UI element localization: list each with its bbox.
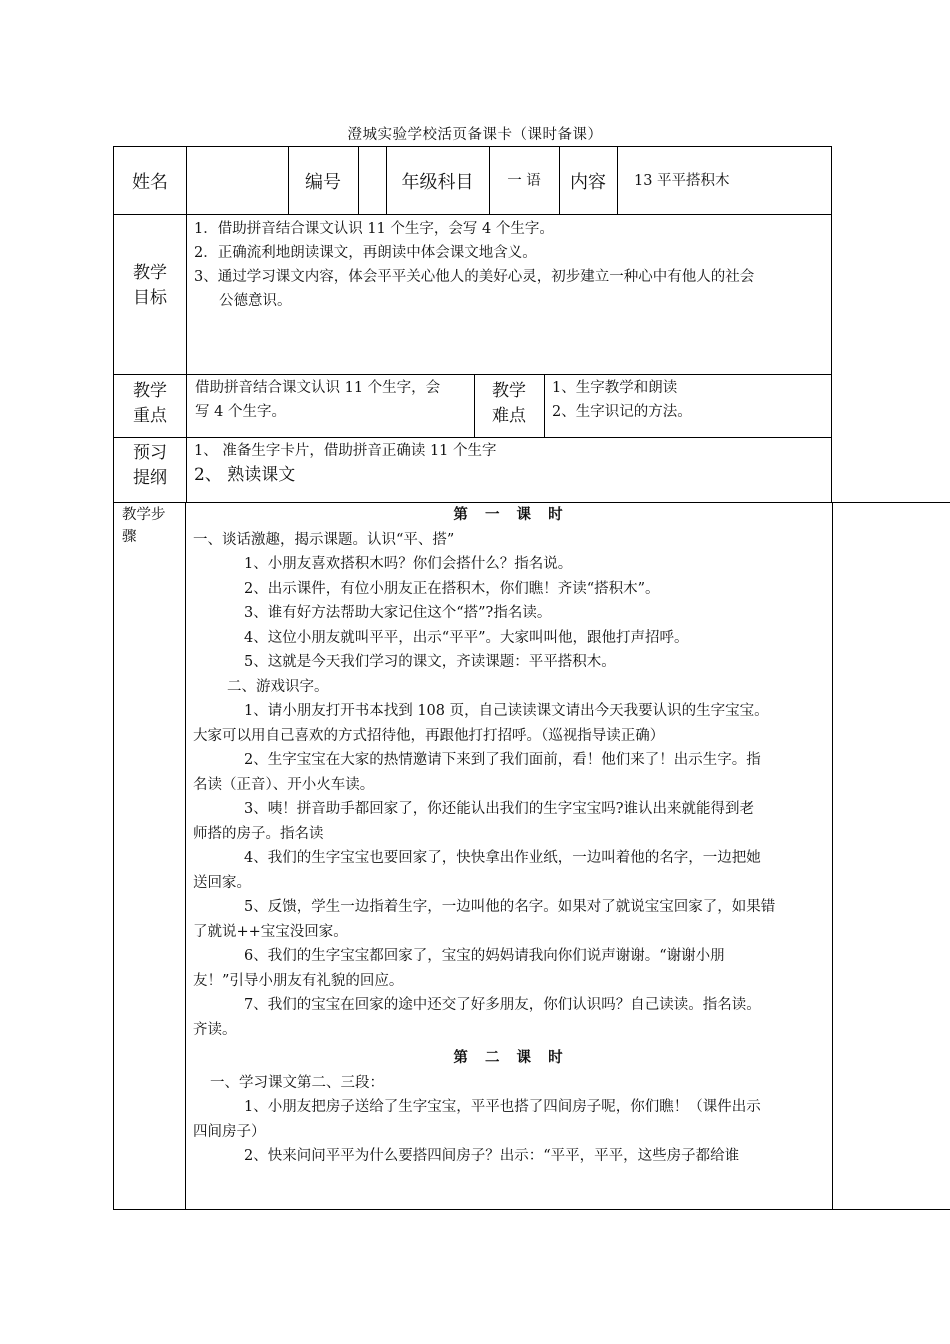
- number-label: 编号: [305, 171, 341, 193]
- difficulty-label-line-2: 难点: [492, 406, 526, 426]
- info-row: [113, 146, 832, 214]
- step-line: 5、反馈，学生一边指着生字，一边叫他的名字。如果对了就说宝宝回家了，如果错: [244, 899, 776, 915]
- preview-label-line-2: 提纲: [133, 468, 167, 488]
- steps-content: [193, 503, 829, 1169]
- goals-label: [114, 215, 186, 374]
- preview-item-2: 2、 熟读课文: [194, 465, 296, 485]
- difficulty-text: [552, 375, 822, 437]
- preview-row: [113, 437, 832, 502]
- preview-label: [114, 438, 186, 502]
- lesson-1-body: [193, 528, 829, 1043]
- step-line: 送回家。: [193, 874, 251, 891]
- grade-value: 一 语: [507, 172, 541, 189]
- key-points-label-line-1: 教学: [133, 381, 167, 401]
- step-line: 1、小朋友喜欢搭积木吗？你们会搭什么？指名说。: [244, 556, 573, 572]
- content-label: 内容: [570, 171, 606, 193]
- grade-label: 年级科目: [401, 171, 474, 193]
- step-line: 四间房子）: [193, 1123, 266, 1140]
- step-line: 了就说++宝宝没回家。: [193, 923, 348, 940]
- preview-label-line-1: 预习: [133, 443, 167, 463]
- step-line: 5、这就是今天我们学习的课文，齐读课题：平平搭积木。: [244, 654, 616, 670]
- name-value: [186, 147, 288, 214]
- goal-item: 2．正确流利地朗读课文，再朗读中体会课文地含义。: [194, 245, 537, 261]
- content-value: 13 平平搭积木: [634, 172, 730, 189]
- name-label: 姓名: [132, 171, 168, 193]
- step-line: 3、谁有好方法帮助大家记住这个“搭”?指名读。: [244, 605, 552, 621]
- goals-label-line-1: 教学: [133, 263, 167, 283]
- key-points-row: [113, 374, 832, 437]
- goals-row: [113, 214, 832, 374]
- difficulty-label-line-1: 教学: [492, 381, 526, 401]
- step-line: 一、学习课文第二、三段：: [210, 1074, 384, 1091]
- number-value: [358, 147, 386, 214]
- step-line: 4、这位小朋友就叫平平，出示“平平”。大家叫叫他，跟他打声招呼。: [244, 629, 689, 646]
- steps-label: 教学步骤: [122, 507, 166, 545]
- step-line: 2、出示课件，有位小朋友正在搭积木，你们瞧！齐读“搭积木”。: [244, 580, 660, 597]
- difficulty-line-1: 1、生字教学和朗读: [552, 380, 678, 396]
- step-line: 名读（正音）、开小火车读。: [193, 776, 375, 793]
- difficulty-label: [474, 375, 544, 437]
- step-line: 友！”引导小朋友有礼貌的回应。: [193, 972, 404, 989]
- key-points-label-line-2: 重点: [133, 406, 167, 426]
- step-line: 3、咦！拼音助手都回家了，你还能认出我们的生字宝宝吗?谁认出来就能得到老: [244, 801, 754, 817]
- step-line: 7、我们的宝宝在回家的途中还交了好多朋友，你们认识吗？自己读读。指名读。: [244, 997, 761, 1013]
- goal-item: 3、通过学习课文内容，体会平平关心他人的美好心灵，初步建立一种心中有他人的社会: [194, 269, 755, 285]
- step-line: 4、我们的生字宝宝也要回家了，快快拿出作业纸，一边叫着他的名字，一边把她: [244, 850, 761, 866]
- key-points-text: [195, 375, 475, 437]
- goal-item: 1．借助拼音结合课文认识 11 个生字，会写 4 个生字。: [194, 221, 554, 237]
- lesson-2-title: 第 二 课 时: [453, 1049, 569, 1066]
- goals-label-line-2: 目标: [133, 288, 167, 308]
- goal-item: 公德意识。: [219, 293, 292, 309]
- key-points-line-2: 写 4 个生字。: [195, 404, 286, 420]
- step-line: 二、游戏识字。: [227, 678, 329, 695]
- goals-list: [194, 215, 830, 374]
- page-title: 澄城实验学校活页备课卡（课时备课）: [347, 127, 603, 143]
- step-line: 师搭的房子。指名读: [193, 825, 324, 842]
- step-line: 6、我们的生字宝宝都回家了，宝宝的妈妈请我向你们说声谢谢。“谢谢小朋: [244, 948, 725, 964]
- step-line: 2、快来问问平平为什么要搭四间房子？出示：“平平，平平，这些房子都给谁: [244, 1148, 740, 1164]
- preview-item-1: 1、 准备生字卡片，借助拼音正确读 11 个生字: [194, 443, 497, 459]
- step-line: 1、请小朋友打开书本找到 108 页，自己读读课文请出今天我要认识的生字宝宝。: [244, 703, 769, 719]
- difficulty-line-2: 2、生字识记的方法。: [552, 404, 692, 420]
- key-points-line-1: 借助拼音结合课文认识 11 个生字，会: [195, 380, 441, 396]
- step-line: 齐读。: [193, 1021, 237, 1038]
- preview-text: [194, 438, 824, 502]
- lesson-1-title: 第 一 课 时: [453, 506, 569, 523]
- step-line: 1、小朋友把房子送给了生字宝宝，平平也搭了四间房子呢，你们瞧！（课件出示: [244, 1099, 761, 1115]
- lesson-2-body: [193, 1071, 829, 1169]
- step-line: 一、谈话激趣，揭示课题。认识“平、搭”: [193, 531, 455, 548]
- key-points-label: [114, 375, 186, 437]
- step-line: 2、生字宝宝在大家的热情邀请下来到了我们面前，看！他们来了！出示生字。指: [244, 752, 761, 768]
- step-line: 大家可以用自己喜欢的方式招待他，再跟他打打招呼。（巡视指导读正确）: [193, 727, 665, 744]
